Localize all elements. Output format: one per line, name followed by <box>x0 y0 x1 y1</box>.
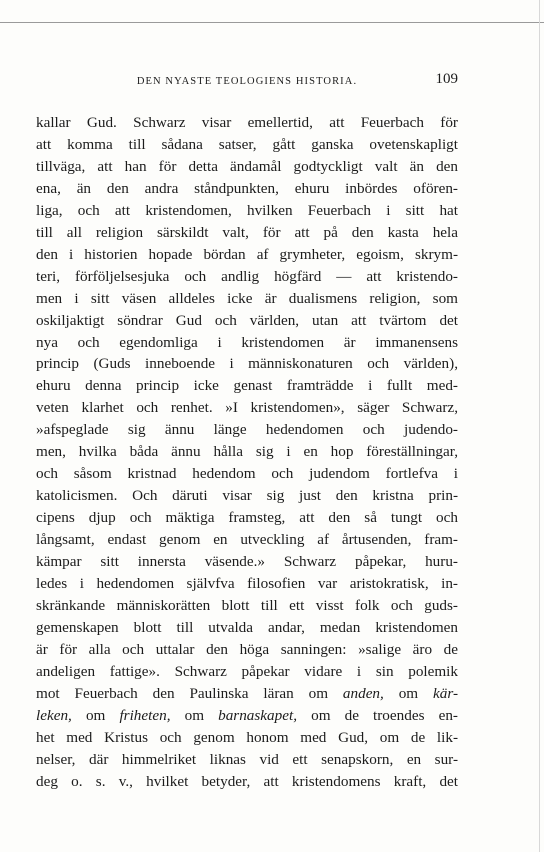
text-line <box>36 771 458 793</box>
text-segment: nya och egendomliga i kristendomen är immanensens <box>36 333 458 351</box>
text-segment: om <box>170 706 219 724</box>
text-segment: till all religion särskildt valt, för att på den kasta hela <box>36 223 458 241</box>
text-segment: om <box>383 684 433 702</box>
text-segment: princip (Guds inneboende i människonaturen och världen), <box>36 355 458 373</box>
text-segment: het med Kristus och genom honom med Gud, om de lik- <box>36 728 458 746</box>
text-line <box>36 244 458 266</box>
text-segment: att komma till sådana satser, gått ganska ovetenskapligt <box>36 135 458 153</box>
text-segment: cipens djup och mäktiga framsteg, att den så tungt och <box>36 509 458 527</box>
text-line <box>36 310 458 332</box>
text-segment: nelser, där himmelriket liknas vid ett senapskorn, en sur- <box>36 750 458 768</box>
italic-segment: anden, <box>342 684 384 702</box>
text-segment: långsamt, endast genom en utveckling af årtusenden, fram- <box>36 531 458 549</box>
text-segment: om de troendes en- <box>297 706 458 724</box>
text-line <box>36 156 458 178</box>
text-line <box>36 727 458 749</box>
text-line <box>36 441 458 463</box>
text-segment: men i sitt väsen alldeles icke är dualismens religion, som <box>36 289 458 307</box>
text-segment: deg o. s. v., hvilket betyder, att kristendomens kraft, det <box>36 772 458 790</box>
text-segment: mot Feuerbach den Paulinska läran om <box>36 684 343 702</box>
text-segment: ledes i hedendomen självfva filosofien var aristokratisk, in- <box>36 575 458 593</box>
text-segment: veten klarhet och renhet. »I kristendomen», säger Schwarz, <box>36 399 458 417</box>
text-segment: teri, förföljelsesjuka och andlig högfärd — att kristendo- <box>36 267 458 285</box>
text-line <box>36 332 458 354</box>
text-line <box>36 222 458 244</box>
page-edge <box>539 0 540 852</box>
text-line <box>36 749 458 771</box>
text-line <box>36 661 458 683</box>
text-segment: är för alla och uttalar den höga sanningen: »salige äro de <box>36 640 458 658</box>
italic-segment: kär- <box>433 684 458 702</box>
text-segment: »afspeglade sig ännu länge hedendomen och judendo- <box>36 421 458 439</box>
text-line <box>36 573 458 595</box>
text-line <box>36 705 458 727</box>
italic-segment: leken, <box>36 706 72 724</box>
text-line <box>36 200 458 222</box>
page-header <box>36 70 458 94</box>
page-number: 109 <box>435 71 458 87</box>
text-segment: och såsom kristnad hedendom och judendom fortlefva i <box>36 465 458 483</box>
text-segment: ehuru denna princip icke genast framträdde i fullt med- <box>36 377 458 395</box>
text-segment: om <box>71 706 120 724</box>
text-line <box>36 683 458 705</box>
text-line <box>36 529 458 551</box>
text-line <box>36 595 458 617</box>
text-line <box>36 507 458 529</box>
text-line <box>36 112 458 134</box>
text-line <box>36 419 458 441</box>
text-line <box>36 288 458 310</box>
running-title: DEN NYASTE TEOLOGIENS HISTORIA. <box>136 76 358 87</box>
italic-segment: friheten, <box>119 706 171 724</box>
text-segment: den i historien hopade bördan af grymheter, egoism, skrym- <box>36 245 458 263</box>
text-segment: men, hvilka båda ännu hålla sig i en hop föreställningar, <box>36 443 458 461</box>
text-segment: katolicismen. Och däruti visar sig just den kristna prin- <box>36 487 458 505</box>
text-line <box>36 134 458 156</box>
text-line <box>36 463 458 485</box>
text-line <box>36 266 458 288</box>
text-line <box>36 551 458 573</box>
text-line <box>36 639 458 661</box>
text-segment: skränkande människorätten blott till ett visst folk och guds- <box>36 596 458 614</box>
text-segment: gemenskapen blott till utvalda andar, medan kristendomen <box>36 618 458 636</box>
top-scan-rule <box>0 22 544 23</box>
text-segment: ena, än den andra ståndpunkten, ehuru inbördes ofören- <box>36 179 458 197</box>
text-line <box>36 617 458 639</box>
text-line <box>36 353 458 375</box>
text-line <box>36 178 458 200</box>
text-segment: andeligen fattige». Schwarz påpekar vidare i sin polemik <box>36 662 458 680</box>
text-segment: kallar Gud. Schwarz visar emellertid, att Feuerbach för <box>36 114 458 131</box>
body-text <box>36 112 458 793</box>
text-segment: tillväga, att han för detta ändamål godtyckligt valt än den <box>36 157 458 175</box>
italic-segment: barnaskapet, <box>218 706 297 724</box>
text-line <box>36 485 458 507</box>
text-line <box>36 375 458 397</box>
text-segment: liga, och att kristendomen, hvilken Feuerbach i sitt hat <box>36 201 458 219</box>
text-segment: oskiljaktigt söndrar Gud och världen, utan att tvärtom det <box>36 311 458 329</box>
text-line <box>36 397 458 419</box>
text-segment: kämpar sitt innersta väsende.» Schwarz påpekar, huru- <box>36 553 458 571</box>
